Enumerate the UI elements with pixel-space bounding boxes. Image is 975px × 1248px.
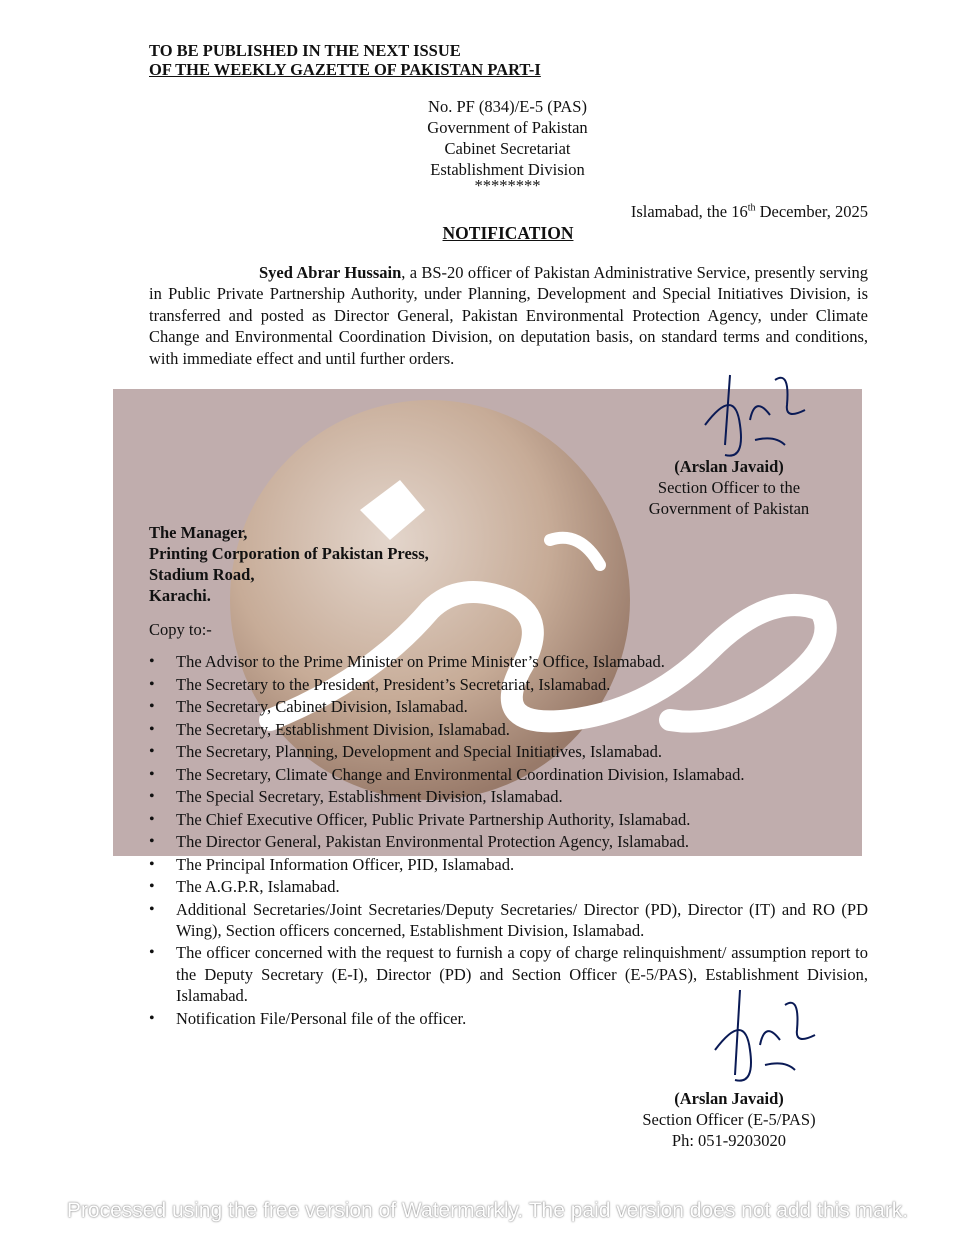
- list-item: • The Chief Executive Officer, Public Private Partnership Authority, Islamabad.: [149, 809, 868, 830]
- signature-2-icon: [705, 985, 825, 1095]
- notification-title: NOTIFICATION: [442, 223, 574, 243]
- copy-to-list: [149, 651, 868, 1030]
- issue-date: Islamabad, the 16th December, 2025: [630, 202, 868, 221]
- secretariat-name: Cabinet Secretariat: [444, 139, 571, 158]
- reference-block: [380, 96, 635, 195]
- notification-body: Syed Abrar Hussain, a BS-20 officer of Pakistan Administrative Service, presently serving in Public Private Partnership Authority, under Planning, Development and Special Initiatives Division, is transferred and posted as Director General, Pakistan Environmental Protection Agency, under Climate Change and Environmental Coordination Division, on deputation basis, on standard terms and conditions, with immediate effect and until further orders.: [149, 263, 868, 368]
- list-item: • Additional Secretaries/Joint Secretaries/Deputy Secretaries/ Director (PD), Director (IT) and RO (PD Wing), Section officers concerned, Establishment Division, Islamabad.: [149, 899, 868, 942]
- signatory-2-name: (Arslan Javaid): [674, 1089, 784, 1108]
- list-item: • The Special Secretary, Establishment Division, Islamabad.: [149, 786, 868, 807]
- list-item: • The Advisor to the Prime Minister on Prime Minister’s Office, Islamabad.: [149, 651, 868, 672]
- footer-watermark-text: Processed using the free version of Watermarkly. The paid version does not add this mark.: [66, 1199, 909, 1222]
- signatory-1-title-line2: Government of Pakistan: [648, 499, 810, 518]
- addressee-line1: The Manager,: [149, 523, 248, 542]
- list-item: • The Secretary, Planning, Development and Special Initiatives, Islamabad.: [149, 741, 868, 762]
- separator-stars: ********: [474, 176, 541, 195]
- gazette-header-line2: OF THE WEEKLY GAZETTE OF PAKISTAN PART-I: [149, 60, 541, 79]
- list-item: • Notification File/Personal file of the officer.: [149, 1008, 868, 1029]
- government-name: Government of Pakistan: [427, 118, 588, 137]
- signatory-2-phone: Ph: 051-9203020: [671, 1131, 787, 1150]
- division-name: Establishment Division: [430, 160, 585, 179]
- addressee-block: [149, 522, 429, 606]
- list-item: • The A.G.P.R, Islamabad.: [149, 876, 868, 897]
- signatory-1-name: (Arslan Javaid): [674, 457, 784, 476]
- gazette-header: [149, 41, 541, 79]
- addressee-line3: Stadium Road,: [149, 565, 255, 584]
- signatory-1-title-line1: Section Officer to the: [657, 478, 801, 497]
- officer-name: Syed Abrar Hussain: [259, 263, 402, 282]
- gazette-header-line1: TO BE PUBLISHED IN THE NEXT ISSUE: [149, 41, 461, 60]
- list-item: • The Secretary to the President, President’s Secretariat, Islamabad.: [149, 674, 868, 695]
- signature-2-block: [620, 1088, 838, 1151]
- list-item: • The Secretary, Establishment Division, Islamabad.: [149, 719, 868, 740]
- addressee-line2: Printing Corporation of Pakistan Press,: [149, 544, 429, 563]
- list-item: • The Principal Information Officer, PID, Islamabad.: [149, 854, 868, 875]
- copy-to-label: Copy to:-: [149, 620, 212, 639]
- list-item: • The Secretary, Climate Change and Environmental Coordination Division, Islamabad.: [149, 764, 868, 785]
- addressee-line4: Karachi.: [149, 586, 211, 605]
- signatory-2-title: Section Officer (E-5/PAS): [642, 1110, 816, 1129]
- list-item: • The officer concerned with the request to furnish a copy of charge relinquishment/ assumption report to the Deputy Secretary (E-I), Director (PD) and Section Officer (E-5/PAS), Establishment Division, Islamabad.: [149, 942, 868, 1006]
- list-item: • The Director General, Pakistan Environmental Protection Agency, Islamabad.: [149, 831, 868, 852]
- list-item: • The Secretary, Cabinet Division, Islamabad.: [149, 696, 868, 717]
- signature-1-block: [620, 456, 838, 519]
- reference-number: No. PF (834)/E-5 (PAS): [428, 97, 587, 116]
